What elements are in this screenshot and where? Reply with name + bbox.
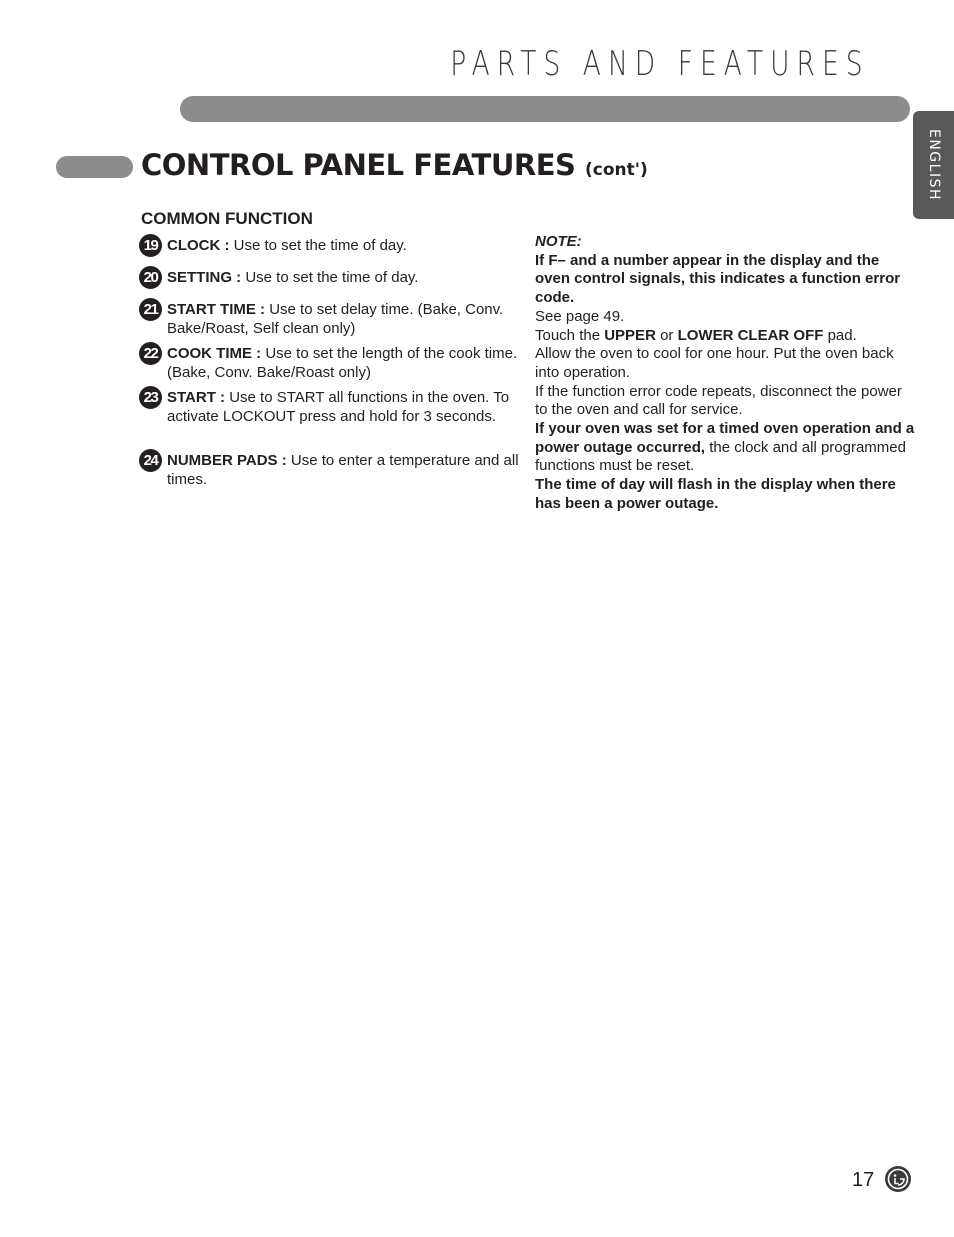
section-title-suffix: (cont') — [585, 160, 648, 180]
feature-number-badge: 24 — [139, 449, 162, 472]
feature-description — [167, 268, 519, 287]
section-pill — [56, 156, 133, 178]
section-title — [141, 148, 648, 182]
note-touch-prefix: Touch the — [535, 326, 605, 344]
note-error-code: If F– and a number appear in the display and the oven control signals, this indicates a function error code. — [535, 251, 901, 307]
page-header-title: PARTS AND FEATURES — [450, 44, 870, 84]
note-touch-line — [535, 327, 915, 346]
note-outage-bold: If your oven was set for a timed oven operation and a power outage occurred, — [535, 420, 915, 456]
feature-label: CLOCK : — [167, 237, 230, 254]
feature-label: START TIME : — [167, 301, 266, 318]
feature-text: Use to set the time of day. — [229, 237, 407, 254]
feature-description — [167, 451, 519, 489]
note-lower-clear: LOWER CLEAR OFF — [677, 326, 824, 344]
common-function-heading: COMMON FUNCTION — [141, 209, 313, 228]
note-allow-cool: Allow the oven to cool for one hour. Put the oven back into operation. — [535, 345, 894, 381]
section-title-text: CONTROL PANEL FEATURES — [141, 148, 576, 182]
page-number: 17 — [852, 1169, 875, 1191]
note-outage-rest: the clock and all programmed functions must be reset. — [535, 438, 906, 475]
feature-label: NUMBER PADS : — [167, 452, 287, 469]
note-touch-suffix: pad. — [823, 326, 857, 344]
note-box — [535, 233, 915, 514]
note-label: NOTE: — [535, 233, 582, 250]
note-or: or — [655, 326, 678, 344]
header-bar — [180, 96, 910, 122]
feature-label: COOK TIME : — [167, 345, 262, 362]
language-tab-label: ENGLISH — [925, 128, 942, 202]
feature-text: Use to enter a temperature and all times. — [167, 452, 519, 488]
feature-number-badge: 20 — [139, 266, 162, 289]
feature-description — [167, 344, 519, 382]
note-flash: The time of day will flash in the display when there has been a power outage. — [535, 476, 896, 512]
lg-logo-icon — [885, 1166, 911, 1192]
feature-description — [167, 388, 519, 426]
feature-number-badge: 21 — [139, 298, 162, 321]
feature-number-badge: 19 — [139, 234, 162, 257]
feature-text: Use to set delay time. (Bake, Conv. Bake/Roast, Self clean only) — [167, 301, 504, 337]
feature-description — [167, 300, 519, 338]
note-see-page: See page 49. — [535, 307, 625, 325]
feature-description — [167, 236, 519, 255]
feature-text: Use to START all functions in the oven. To activate LOCKOUT press and hold for 3 seconds. — [167, 389, 510, 425]
feature-text: Use to set the length of the cook time. (Bake, Conv. Bake/Roast only) — [167, 345, 518, 381]
feature-number-badge: 23 — [139, 386, 162, 409]
feature-number-badge: 22 — [139, 342, 162, 365]
language-tab — [913, 111, 954, 219]
feature-label: START : — [167, 389, 226, 406]
note-upper: UPPER — [604, 326, 656, 344]
feature-text: Use to set the time of day. — [241, 269, 419, 286]
note-repeat: If the function error code repeats, disconnect the power to the oven and call for service. — [535, 382, 902, 419]
note-outage — [535, 420, 915, 476]
feature-label: SETTING : — [167, 269, 242, 286]
